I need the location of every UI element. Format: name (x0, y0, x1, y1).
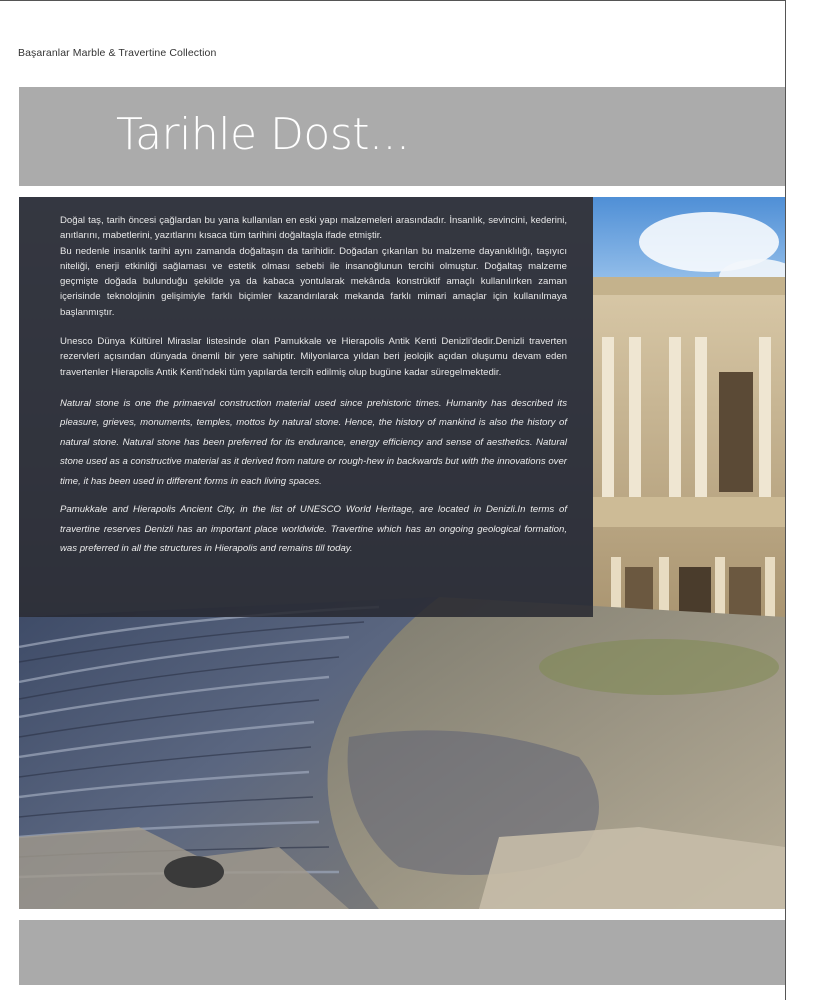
footer-band (19, 920, 785, 985)
en-paragraph-1: Natural stone is one the primaeval construction material used since prehistoric times. Humanity has described its pleasure, grieves, monuments, temples, mottos by natural stone. Hence, the history of mankind is also the history of natural stone. Natural stone has been preferred for its endurance, energy efficiency and sense of aesthetics. Natural stone used as a constructive material as it derived from nature or rough-hew in backwards but with the innovations over time, it has been used in different forms in each living spaces. (60, 397, 567, 487)
tr-paragraph-1a: Doğal taş, tarih öncesi çağlardan bu yana kullanılan en eski yapı malzemeleri arasındadır. İnsanlık, sevincini, kederini, anıtlarını, mabetlerini, yazıtlarını kısaca tüm tarihini doğaltaşla ifade etmiştir. (60, 215, 567, 242)
title-band (19, 87, 785, 186)
brand-header: Başaranlar Marble & Travertine Collection (18, 47, 217, 59)
tr-paragraph-1b: Bu nedenle insanlık tarihi aynı zamanda doğaltaşın da tarihidir. Doğadan çıkarılan bu malzeme dayanıklılığı, taşıyıcı niteliği, enerji etkinliği sağlaması ve estetik olması sebebi ile insanoğlunun tercihi olmuştur. Doğaltaş malzeme geçmişte doğada bulunduğu şekilde ya da kabaca yontularak mekânda konstrüktif amaçlı kullanılırken zaman içerisinde teknolojinin gelişimiyle farklı biçimler kazandırılarak mekanda farklı mimari amaçlar için kullanılmaya başlanmıştır. (60, 245, 567, 318)
tr-paragraph-2: Unesco Dünya Kültürel Miraslar listesinde olan Pamukkale ve Hierapolis Antik Kenti Denizli'dedir.Denizli traverten rezervleri açısından dünyada önemli bir yere sahiptir. Milyonlarca yıldan beri jeolojik açıdan oluşumu devam eden travertenler Hierapolis Antik Kenti'ndeki tüm yapılarda tercih edilmiş olup bugüne kadar süregelmektedir. (60, 336, 567, 378)
article-text-panel (19, 197, 593, 617)
en-paragraph-2: Pamukkale and Hierapolis Ancient City, in the list of UNESCO World Heritage, are located in Denizli.In terms of travertine reserves Denizli has an important place worldwide. Travertine which has an ongoing geological formation, was preferred in all the structures in Hierapolis and remains till today. (60, 504, 567, 555)
page-title: Tarihle Dost... (116, 109, 410, 160)
